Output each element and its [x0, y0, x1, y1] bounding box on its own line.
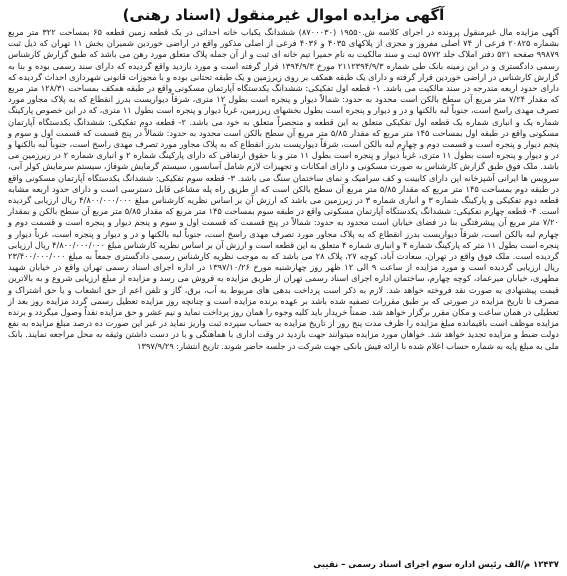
notice-signature: ۱۲۴۳۷ م/الف رئیس اداره سوم اجرای اسناد رسمی – نقیبی: [313, 560, 559, 570]
notice-title: آگهی مزایده اموال غیرمنقول (اسناد رهنی): [122, 6, 445, 24]
notice-body: آگهی مزایده مال غیرمنقول پرونده در اجرای کلاسه ش.۱۹۵۵۰ (۸۷۰۰۰۳۰) ششدانگ یکباب خانه احداثی در یک قطعه زمین قطعه ۶۵ بمساحت ۳۲۲ متر مربع بشماره ۲۰۸۲۵ فرعی از ۷۴ اصلی مفروز و مجزی از پلاکهای ۴۰۳۵ و ۴۰۳۶ فرعی از اصلی مذکور واقع در اراضی خوردین شمیران بخش ۱۱ تهران که ذیل ثبت ۹۹۸۷۹ صفحه ۵۲۱ دفتر املاک جلد ۵۷۷۲ ثبت و سند مالکیت به نام حمیرا تیم خانه ای ثبت و از آن جمله پلاک متعلق مورد رهن می باشد که طبق گزارش کارشناس رسمی دادگستری و در این زمینه بانک طی شماره ۲۱۱۲۳۹۴/۹/۳ مورخ ۱۳۹۴/۹/۳ قرار گرفته است و مورد بازدید واقع گردیده که دارای سند رسمی بوده و بنا به گزارش کارشناس در اراضی خوردین قرار گرفته و دارای یک طبقه همکف بر روی زیرزمین و یک طبقه تحتانی بوده و با مجوزات قانونی شهرداری احداث گردیده که دارای حدود اربعه مندرجه در سند مالکیت می باشد. ۱- قطعه اول تفکیکی: ششدانگ یکدستگاه آپارتمان مسکونی واقع در طبقه همکف بمساحت ۱۲۸/۳۱ متر مربع که مقدار ۷/۲۴ متر مربع آن سطح بالکن است محدود به حدود: شمالاً دیوار و پنجره است بطول ۱۲ متری، شرقاً دیواریست بدرز انقطاع که به پلاک مجاور مورد تصرف مهدی راسخ است، جنوباً لبه بالکنها و در و دیوار و پنجره است بطول بخشهای زیرزمین، غرباً دیوار و پنجره است بطول ۱۱ متری، که در این خصوص پارکینگ شماره یک و انباری شماره یک قطعه اول تفکیکی متعلق به این قطعه و منحصراً متعلق به خود می باشد. ۲- قطعه دوم تفکیکی: ششدانگ یکدستگاه آپارتمان مسکونی واقع در طبقه اول بمساحت ۱۴۵ متر مربع که مقدار ۵/۸۵ متر مربع آن سطح بالکن است محدود به حدود: شمالاً در پنج قسمت که قسمت اول و سوم و پنجم دیوار و پنجره است و قسمت دوم و چهارم لبه بالکن است، شرقاً دیواریست بدرز انقطاع که به پلاک مجاور مورد تصرف مهدی راسخ است، جنوباً لبه بالکنها و در و دیوار و پنجره است بطول ۱۱ متری، غرباً دیوار و پنجره است بطول ۱۱ متر و با حقوق ارتفاقی که دارای پارکینگ شماره ۲ و انباری شماره ۲ در زیرزمین می باشد. ملک فوق طبق گزارش کارشناس به صورت مسکونی و دارای امکانات و تجهیزات لازم شامل آسانسور، سیستم گرمایش شوفاژ، سیستم سرمایش کولر آبی، سرویس ها ایرانی آشپزخانه اپن دارای کابینت و کف سرامیک و نمای ساختمان سنگ می باشد. ۳- قطعه سوم تفکیکی: ششدانگ یکدستگاه آپارتمان مسکونی واقع در طبقه دوم بمساحت ۱۴۵ متر مربع که مقدار ۵/۸۵ متر مربع آن سطح بالکن است که از طریق راه پله مشاعی قابل دسترسی است و دارای حدود اربعه مشابه قطعه دوم تفکیکی و پارکینگ شماره ۳ و انباری شماره ۳ در زیرزمین می باشد که ارزش آن بر اساس نظریه کارشناس مبلغ ۴/۸۰۰/۰۰۰/۰۰۰ ریال ارزیابی گردیده است. ۴- قطعه چهارم تفکیکی: ششدانگ یکدستگاه آپارتمان مسکونی واقع در طبقه سوم بمساحت ۱۴۵ متر مربع که مقدار ۵/۸۵ متر مربع آن سطح بالکن و بمقدار ۷/۲۰ متر مربع آن پیشرفتگی بنا در فضای خیابان است محدود به حدود: شمالاً در پنج قسمت که قسمت اول و سوم و پنجم دیوار و پنجره است و قسمت دوم و چهارم لبه بالکن است، شرقاً دیواریست بدرز انقطاع که به پلاک مجاور مورد تصرف مهدی راسخ است، جنوباً لبه بالکنها و در و دیوار و پنجره است، غرباً دیوار و پنجره است بطول ۱۱ متر که پارکینگ شماره ۴ و انباری شماره ۴ متعلق به این قطعه است و ارزش آن بر اساس نظریه کارشناس مبلغ ۴/۸۰۰/۰۰۰/۰۰۰ ریال ارزیابی گردیده است. ملک فوق واقع در تهران، سعادت آباد، کوچه ۲۷، پلاک ۲۸ می باشد که به موجب نظریه کارشناس رسمی دادگستری جمعاً به مبلغ ۲۳/۴۰۰/۰۰۰/۰۰۰ ریال ارزیابی گردیده است و مورد مزایده از ساعت ۹ الی ۱۲ ظهر روز چهارشنبه مورخ ۱۳۹۷/۱۰/۲۶ در اداره اجرای اسناد رسمی تهران واقع در خیابان شهید مطهری، خیابان میرعماد، کوچه چهارم، ساختمان اداره اجرای اسناد رسمی تهران از طریق مزایده به فروش می رسد و مزایده از مبلغ ارزیابی شروع و به بالاترین قیمت پیشنهادی به صورت نقد فروخته خواهد شد. لازم به ذکر است پرداخت بدهی های مربوط به آب، برق، گاز و تلفن اعم از حق انشعاب و یا حق اشتراک و مصرف تا تاریخ مزایده در صورتی که بر طبق مقررات تصفیه شده باشد بر عهده برنده مزایده است و چنانچه روز مزایده تعطیل رسمی گردد مزایده روز بعد از تعطیلی در همان ساعت و مکان مقرر برگزار خواهد شد. ضمناً خریدار باید کلیه وجوه را همان روز پرداخت نماید و نیم عشر و حق مزایده نقداً وصول میگردد و برنده مزایده موظف است باقیمانده مبلغ مزایده را ظرف مدت پنج روز از تاریخ مزایده به حساب سپرده ثبت واریز نماید در غیر این صورت ده درصد مبلغ مزایده به نفع دولت ضبط و مزایده تجدید خواهد شد. خواهان مورد مزایده میتوانند جهت بازدید در وقت اداری با هماهنگی و با در دست داشتن وثیقه به محل مراجعه نمایند. بانک ملی به مبلغ پایه به شماره حساب اعلام شده با ارائه فیش بانکی جهت شرکت در جلسه حاضر شوند. تاریخ انتشار: ۱۳۹۷/۹/۲۹: [8, 27, 560, 351]
